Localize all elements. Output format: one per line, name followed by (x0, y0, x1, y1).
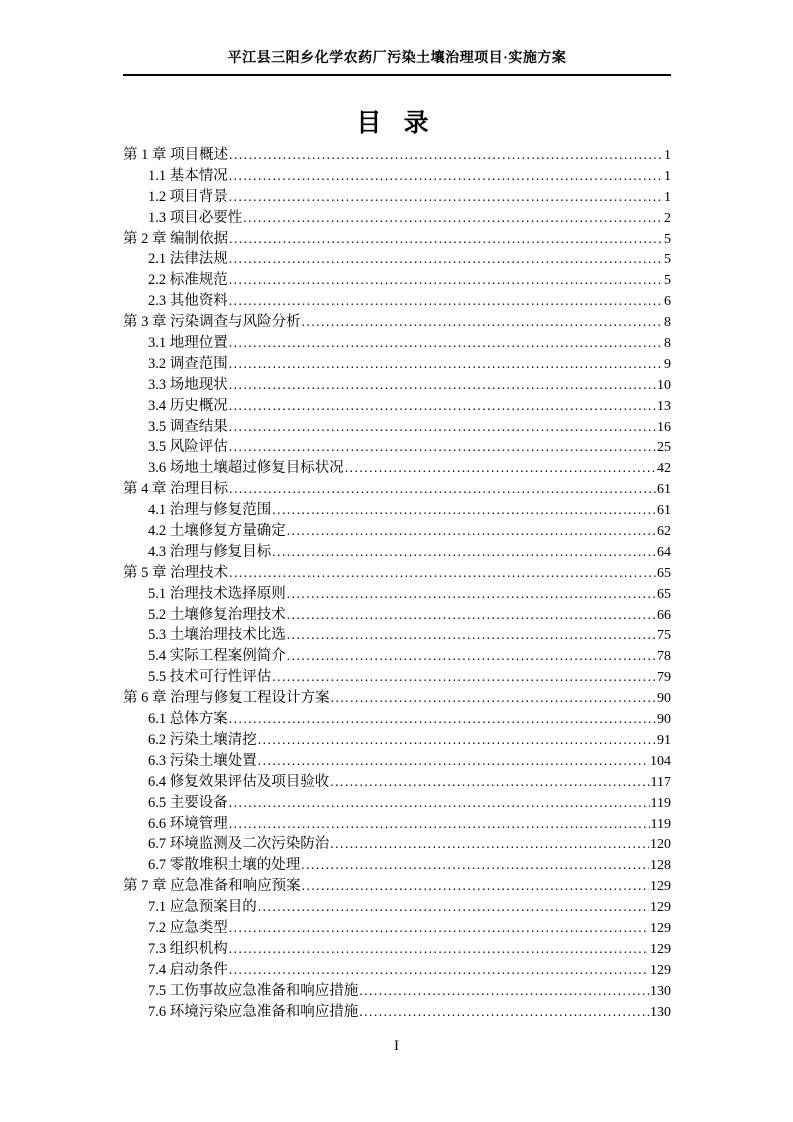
toc-entry[interactable] (123, 897, 671, 918)
toc-entry[interactable] (123, 814, 671, 835)
toc-entry-label: 5.3 土壤治理技术比选 (148, 627, 286, 644)
toc-dot-leader (287, 521, 656, 542)
toc-dot-leader (258, 751, 649, 772)
toc-entry-page: 104 (650, 753, 671, 769)
toc-entry-label: 5.2 土壤修复治理技术 (148, 606, 286, 623)
toc-entry[interactable] (123, 249, 671, 270)
toc-entry-page: 5 (664, 231, 671, 247)
toc-entry[interactable] (123, 354, 671, 375)
toc-entry-page: 117 (650, 774, 671, 790)
toc-entry[interactable] (123, 709, 671, 730)
toc-entry-label: 第 2 章 编制依据 (123, 230, 229, 247)
toc-entry-page: 130 (650, 983, 671, 999)
toc-entry-page: 16 (657, 419, 671, 435)
toc-dot-leader (229, 145, 663, 166)
toc-entry[interactable] (123, 375, 671, 396)
toc-entry-page: 90 (657, 691, 671, 707)
toc-entry-page: 129 (650, 962, 671, 978)
toc-entry-page: 129 (650, 879, 671, 895)
toc-entry-page: 65 (657, 586, 671, 602)
toc-entry-page: 1 (664, 189, 671, 205)
toc-entry-page: 129 (650, 920, 671, 936)
toc-entry-label: 4.3 治理与修复目标 (148, 543, 272, 560)
page-header: 平江县三阳乡化学农药厂污染土壤治理项目·实施方案 (123, 47, 671, 76)
toc-entry-label: 3.2 调查范围 (148, 355, 228, 372)
toc-dot-leader (229, 960, 649, 981)
toc-dot-leader (229, 270, 663, 291)
toc-dot-leader (229, 479, 656, 500)
toc-entry-page: 13 (657, 398, 671, 414)
toc-entry-page: 65 (657, 565, 671, 581)
toc-dot-leader (243, 208, 663, 229)
toc-entry[interactable] (123, 333, 671, 354)
toc-entry[interactable] (123, 584, 671, 605)
toc-entry[interactable] (123, 563, 671, 584)
toc-entry-label: 7.3 组织机构 (148, 940, 228, 957)
toc-dot-leader (302, 876, 649, 897)
toc-entry[interactable] (123, 772, 671, 793)
toc-entry[interactable] (123, 229, 671, 250)
toc-dot-leader (229, 333, 663, 354)
toc-dot-leader (287, 605, 656, 626)
toc-entry-label: 7.1 应急预案目的 (148, 899, 257, 916)
toc-dot-leader (229, 396, 656, 417)
toc-entry-page: 128 (650, 858, 671, 874)
toc-entry-label: 第 5 章 治理技术 (123, 564, 229, 581)
toc-dot-leader (229, 249, 663, 270)
toc-entry-page: 66 (657, 607, 671, 623)
toc-entry-label: 6.4 修复效果评估及项目验收 (148, 773, 330, 790)
toc-dot-leader (287, 584, 656, 605)
toc-entry-page: 25 (657, 440, 671, 456)
toc-dot-leader (272, 542, 656, 563)
toc-entry-label: 3.1 地理位置 (148, 335, 228, 352)
toc-dot-leader (229, 709, 656, 730)
toc-entry[interactable] (123, 458, 671, 479)
toc-entry-page: 61 (657, 482, 671, 498)
toc-entry[interactable] (123, 688, 671, 709)
toc-entry-page: 129 (650, 941, 671, 957)
toc-entry-label: 6.5 主要设备 (148, 794, 228, 811)
toc-entry-page: 10 (657, 377, 671, 393)
toc-entry-page: 78 (657, 649, 671, 665)
toc-entry-page: 8 (664, 315, 671, 331)
toc-dot-leader (258, 730, 656, 751)
toc-entry[interactable] (123, 855, 671, 876)
toc-entry-page: 90 (657, 712, 671, 728)
toc-entry[interactable] (123, 960, 671, 981)
toc-dot-leader (229, 291, 663, 312)
toc-dot-leader (229, 375, 656, 396)
toc-entry-label: 6.7 环境监测及二次污染防治 (148, 836, 330, 853)
toc-entry-label: 5.1 治理技术选择原则 (148, 585, 286, 602)
toc-dot-leader (272, 667, 656, 688)
toc-entry-page: 64 (657, 544, 671, 560)
toc-dot-leader (287, 646, 656, 667)
toc-entry-page: 129 (650, 900, 671, 916)
toc-dot-leader (301, 855, 649, 876)
toc-entry-page: 130 (650, 1004, 671, 1020)
toc-entry-page: 5 (664, 252, 671, 268)
toc-dot-leader (345, 458, 656, 479)
toc-entry-page: 79 (657, 670, 671, 686)
toc-entry-label: 6.3 污染土壤处置 (148, 752, 257, 769)
toc-entry-label: 1.2 项目背景 (148, 188, 228, 205)
toc-entry[interactable] (123, 625, 671, 646)
toc-dot-leader (359, 1002, 649, 1023)
toc-dot-leader (229, 918, 649, 939)
toc-entry[interactable] (123, 312, 671, 333)
toc-dot-leader (229, 229, 663, 250)
toc-entry[interactable] (123, 793, 671, 814)
toc-entry-page: 75 (657, 628, 671, 644)
toc-entry-label: 6.1 总体方案 (148, 711, 228, 728)
toc-entry-label: 3.5 风险评估 (148, 439, 228, 456)
toc-dot-leader (258, 897, 649, 918)
toc-dot-leader (330, 834, 649, 855)
toc-dot-leader (272, 500, 656, 521)
toc-dot-leader (229, 563, 656, 584)
toc-entry-label: 3.6 场地土壤超过修复目标状况 (148, 460, 344, 477)
toc-entry-label: 2.1 法律法规 (148, 251, 228, 268)
toc-entry-label: 第 1 章 项目概述 (123, 147, 229, 163)
toc-dot-leader (330, 772, 649, 793)
toc-entry[interactable] (123, 145, 671, 166)
toc-entry[interactable] (123, 500, 671, 521)
toc-dot-leader (229, 417, 656, 438)
toc-dot-leader (229, 354, 663, 375)
toc-entry-page: 8 (664, 336, 671, 352)
page-number: I (394, 1038, 399, 1054)
toc-dot-leader (359, 981, 649, 1002)
toc-entry-label: 7.5 工伤事故应急准备和响应措施 (148, 982, 359, 999)
toc-entry[interactable] (123, 918, 671, 939)
toc-entry-label: 5.5 技术可行性评估 (148, 669, 272, 686)
toc-entry-page: 120 (650, 837, 671, 853)
toc-entry[interactable] (123, 291, 671, 312)
toc-entry[interactable] (123, 834, 671, 855)
toc-entry-page: 2 (664, 210, 671, 226)
toc-entry-page: 119 (650, 795, 671, 811)
toc-title: 目 录 (356, 110, 437, 137)
toc-list (123, 145, 671, 1022)
toc-entry-label: 第 4 章 治理目标 (123, 481, 229, 498)
toc-entry-label: 第 7 章 应急准备和响应预案 (123, 878, 301, 895)
toc-entry-page: 61 (657, 503, 671, 519)
toc-dot-leader (229, 166, 663, 187)
toc-entry-label: 7.4 启动条件 (148, 961, 228, 978)
toc-entry-page: 9 (664, 356, 671, 372)
toc-entry[interactable] (123, 605, 671, 626)
toc-entry-page: 91 (657, 732, 671, 748)
toc-entry[interactable] (123, 876, 671, 897)
toc-entry[interactable] (123, 479, 671, 500)
toc-entry-label: 6.2 污染土壤清挖 (148, 731, 257, 748)
toc-dot-leader (302, 312, 663, 333)
toc-entry-label: 第 3 章 污染调查与风险分析 (123, 314, 301, 331)
toc-entry-page: 62 (657, 524, 671, 540)
toc-entry-page: 1 (664, 168, 671, 184)
toc-entry-page: 119 (650, 816, 671, 832)
toc-entry-page: 5 (664, 273, 671, 289)
toc-entry-label: 5.4 实际工程案例简介 (148, 648, 286, 665)
toc-entry[interactable] (123, 667, 671, 688)
toc-entry-label: 7.6 环境污染应急准备和响应措施 (148, 1003, 359, 1020)
toc-dot-leader (229, 437, 656, 458)
toc-entry[interactable] (123, 542, 671, 563)
toc-entry-label: 1.3 项目必要性 (148, 209, 243, 226)
toc-dot-leader (331, 688, 656, 709)
toc-entry-label: 第 6 章 治理与修复工程设计方案 (123, 690, 330, 707)
toc-entry[interactable] (123, 208, 671, 229)
toc-entry-label: 4.1 治理与修复范围 (148, 502, 272, 519)
toc-entry[interactable] (123, 187, 671, 208)
toc-entry[interactable] (123, 270, 671, 291)
toc-entry-label: 6.6 环境管理 (148, 815, 228, 832)
toc-dot-leader (229, 793, 650, 814)
toc-entry-page: 1 (664, 148, 671, 163)
toc-entry-label: 2.3 其他资料 (148, 293, 228, 310)
toc-entry-label: 1.1 基本情况 (148, 167, 228, 184)
toc-entry-label: 3.3 场地现状 (148, 376, 228, 393)
toc-dot-leader (229, 939, 649, 960)
toc-dot-leader (229, 187, 663, 208)
toc-entry-page: 6 (664, 294, 671, 310)
toc-entry[interactable] (123, 646, 671, 667)
toc-entry-label: 3.4 历史概况 (148, 397, 228, 414)
toc-entry-page: 42 (657, 461, 671, 477)
toc-entry-label: 6.7 零散堆积土壤的处理 (148, 857, 301, 874)
toc-entry[interactable] (123, 1002, 671, 1023)
toc-dot-leader (287, 625, 656, 646)
toc-dot-leader (229, 814, 650, 835)
toc-entry[interactable] (123, 396, 671, 417)
toc-entry[interactable] (123, 437, 671, 458)
toc-entry[interactable] (123, 751, 671, 772)
toc-entry[interactable] (123, 730, 671, 751)
toc-entry-label: 2.2 标准规范 (148, 272, 228, 289)
toc-entry-label: 7.2 应急类型 (148, 919, 228, 936)
toc-entry[interactable] (123, 939, 671, 960)
toc-entry[interactable] (123, 417, 671, 438)
toc-entry[interactable] (123, 521, 671, 542)
toc-entry[interactable] (123, 166, 671, 187)
toc-entry[interactable] (123, 981, 671, 1002)
toc-entry-label: 4.2 土壤修复方量确定 (148, 523, 286, 540)
toc-entry-label: 3.5 调查结果 (148, 418, 228, 435)
